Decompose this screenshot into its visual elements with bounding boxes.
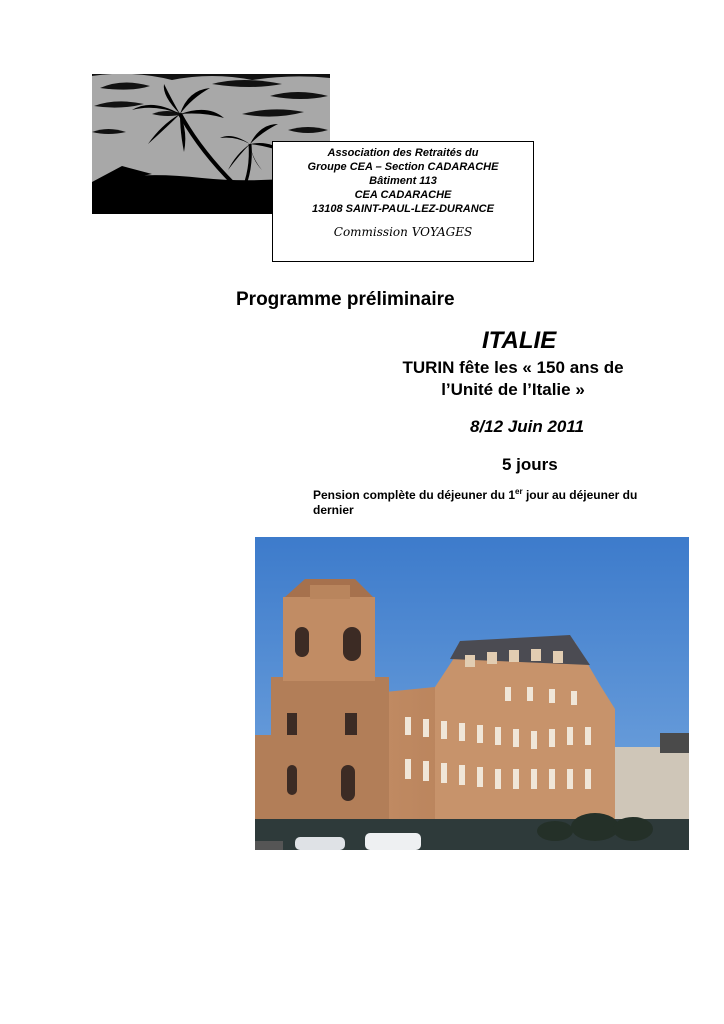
address-box: [272, 141, 534, 262]
event-subtitle-line-1: TURIN fête les « 150 ans de: [402, 358, 624, 377]
turin-palace-photo: [255, 537, 689, 850]
commission-label: Commission VOYAGES: [333, 225, 473, 239]
address-line-building: Bâtiment 113: [369, 175, 437, 187]
country-heading: ITALIE: [482, 327, 557, 354]
program-title: Programme préliminaire: [236, 289, 455, 310]
address-line-postal: 13108 SAINT-PAUL-LEZ-DURANCE: [312, 203, 494, 215]
trip-dates: 8/12 Juin 2011: [470, 417, 585, 436]
event-subtitle: [380, 357, 646, 401]
trip-duration: 5 jours: [502, 455, 558, 474]
address-line-site: CEA CADARACHE: [354, 189, 452, 201]
address-line-section: Groupe CEA – Section CADARACHE: [307, 161, 499, 173]
pension-text-start: Pension complète du déjeuner du 1: [313, 488, 516, 502]
event-subtitle-line-2: l’Unité de l’Italie »: [441, 380, 585, 399]
address-line-association: Association des Retraités du: [327, 147, 479, 159]
pension-superscript: er: [515, 487, 523, 496]
pension-text-end: jour au déjeuner du dernier: [313, 488, 638, 517]
pension-description: [313, 488, 673, 518]
